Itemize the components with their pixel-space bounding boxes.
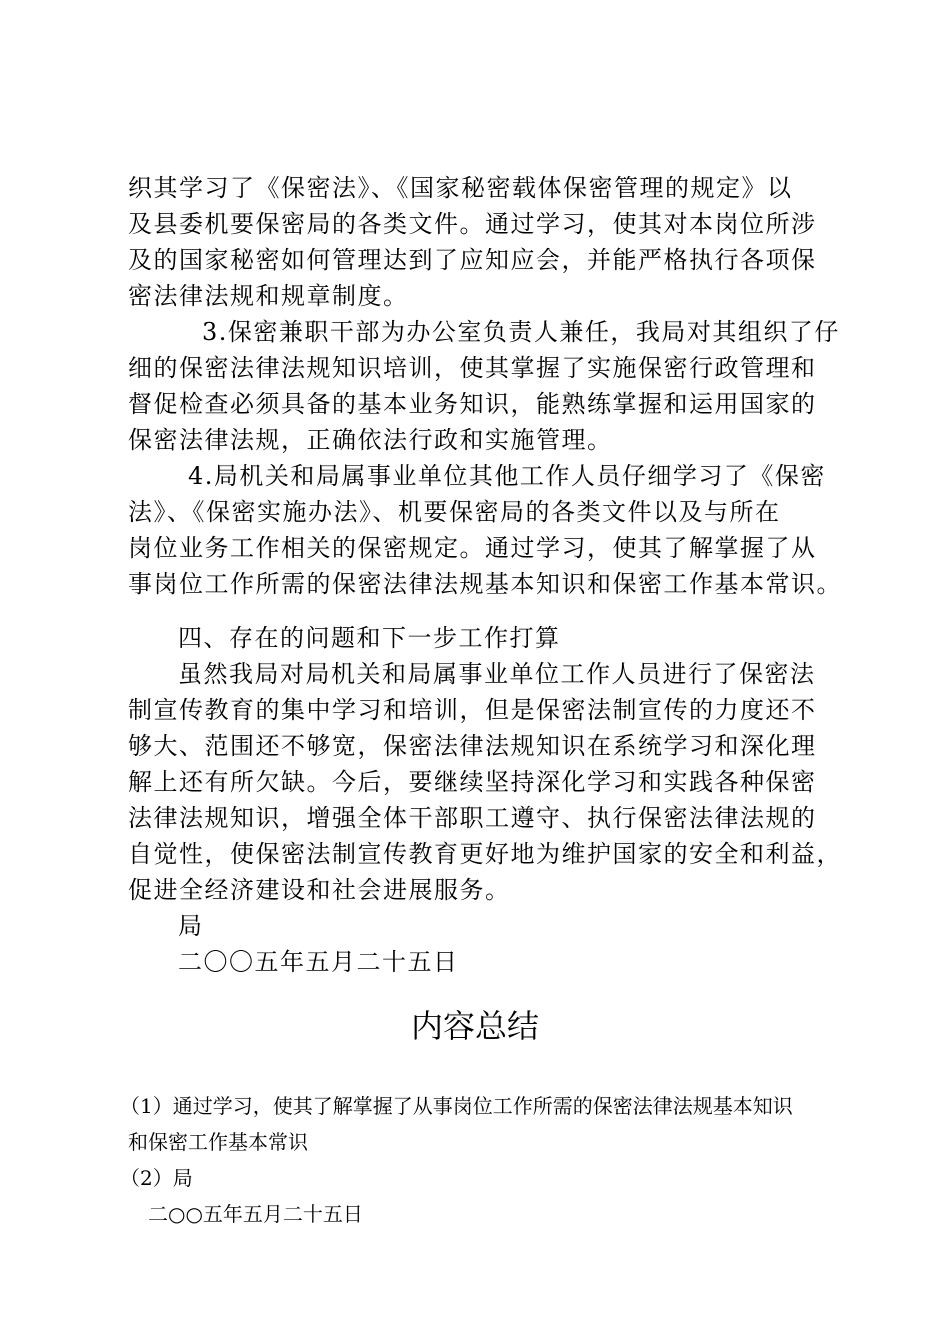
body-line: 及的国家秘密如何管理达到了应知应会，并能严格执行各项保: [128, 246, 817, 274]
signature-org: 局: [178, 912, 204, 940]
body-line: 自觉性，使保密法制宣传教育更好地为维护国家的安全和利益，: [128, 840, 842, 868]
summary-title: 内容总结: [410, 1007, 539, 1045]
body-line: 及县委机要保密局的各类文件。通过学习，使其对本岗位所涉: [128, 210, 817, 238]
body-line: 制宣传教育的集中学习和培训，但是保密法制宣传的力度还不: [128, 696, 817, 724]
body-line: 3.保密兼职干部为办公室负责人兼任，我局对其组织了仔: [202, 318, 840, 346]
body-line: 事岗位工作所需的保密法律法规基本知识和保密工作基本常识。: [128, 570, 842, 598]
summary-line: 和保密工作基本常识: [128, 1130, 308, 1154]
section-heading: 四、存在的问题和下一步工作打算: [178, 624, 561, 652]
body-line: 法律法规知识，增强全体干部职工遵守、执行保密法律法规的: [128, 804, 817, 832]
summary-line: （2）局: [120, 1166, 193, 1190]
body-line: 保密法律法规，正确依法行政和实施管理。: [128, 426, 613, 454]
signature-date: 二〇〇五年五月二十五日: [178, 948, 459, 976]
body-line: 虽然我局对局机关和局属事业单位工作人员进行了保密法: [178, 660, 816, 688]
body-line: 够大、范围还不够宽，保密法律法规知识在系统学习和深化理: [128, 732, 817, 760]
summary-line: （1）通过学习，使其了解掌握了从事岗位工作所需的保密法律法规基本知识: [120, 1094, 793, 1118]
body-line: 细的保密法律法规知识培训，使其掌握了实施保密行政管理和: [128, 354, 817, 382]
body-line: 解上还有所欠缺。今后，要继续坚持深化学习和实践各种保密: [128, 768, 817, 796]
body-line: 密法律法规和规章制度。: [128, 282, 409, 310]
body-line: 督促检查必须具备的基本业务知识，能熟练掌握和运用国家的: [128, 390, 817, 418]
body-line: 织其学习了《保密法》、《国家秘密载体保密管理的规定》以: [128, 174, 793, 202]
body-line: 促进全经济建设和社会进展服务。: [128, 876, 511, 904]
body-line: 法》、《保密实施办法》、机要保密局的各类文件以及与所在: [128, 498, 781, 526]
summary-line: 二○○五年五月二十五日: [148, 1202, 363, 1226]
body-line: 4.局机关和局属事业单位其他工作人员仔细学习了《保密: [188, 462, 826, 490]
body-line: 岗位业务工作相关的保密规定。通过学习，使其了解掌握了从: [128, 534, 817, 562]
